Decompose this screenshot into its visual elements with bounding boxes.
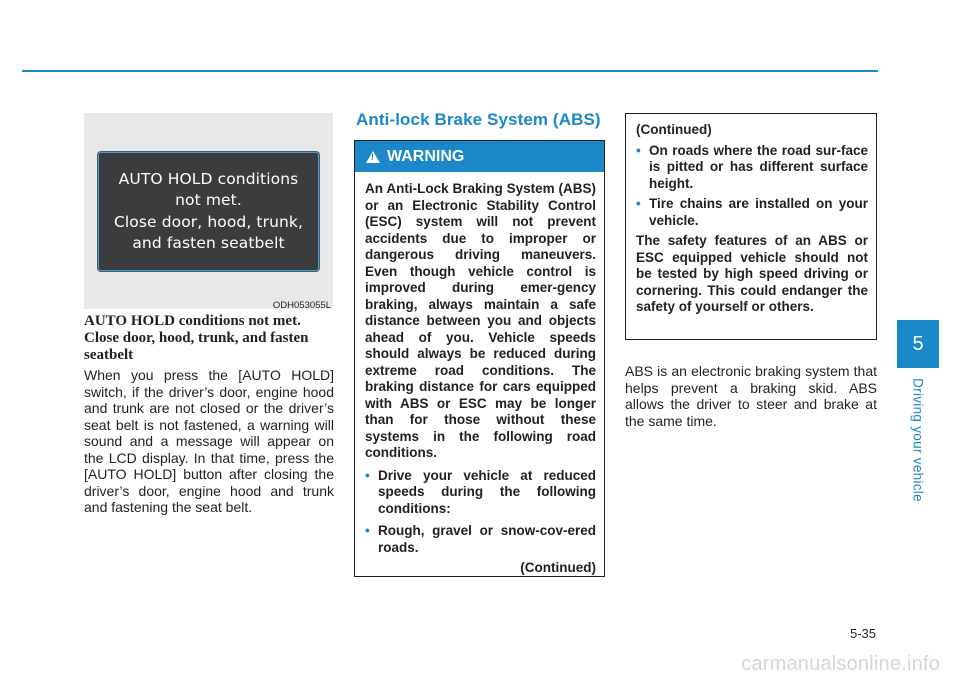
lcd-line: and fasten seatbelt: [132, 234, 285, 252]
warning-bullet: • Drive your vehicle at reduced speeds during the following conditions:: [365, 468, 596, 518]
warning-label: WARNING: [387, 147, 465, 165]
lcd-line: not met.: [175, 191, 242, 209]
auto-hold-paragraph: When you press the [AUTO HOLD] switch, if the driver’s door, engine hood and trunk are not closed or the driver’s seat belt is not fastened, a warning will sound and a message will appear on the LCD display. In that time, press the [AUTO HOLD] button after closing the driver’s door, engine hood and trunk and fastening the seat belt.: [84, 367, 334, 515]
warning-header: [355, 141, 604, 172]
page-number: 5-35: [849, 626, 876, 641]
watermark: carmanualsonline.info: [741, 653, 940, 675]
top-rule: [22, 70, 878, 72]
safety-text: The safety features of an ABS or ESC equipped vehicle should not be tested by high speed driving or cornering. This could endanger the safety of yourself or others.: [636, 233, 868, 314]
continued-label: (Continued): [636, 122, 712, 137]
warning-body: [355, 172, 604, 577]
figure-caption: AUTO HOLD conditions not met. Close door, hood, trunk, and fasten seatbelt: [84, 313, 309, 363]
figure-code: ODH053055L: [272, 300, 331, 311]
warning-bullet: • Tire chains are installed on your vehicle.: [636, 196, 868, 229]
warning-text: An Anti-Lock Braking System (ABS) or an Electronic Stability Control (ESC) system will not prevent accidents due to improper or dangerous driving maneuvers. Even though vehicle control is improved during emer-gency braking, always maintain a safe distance between you and objects ahead of you. Vehicle speeds should always be reduced during extreme road conditions. The braking distance for cars equipped with ABS or ESC may be longer than for those without these systems in the following road conditions.: [365, 181, 596, 460]
lcd-message-display: [98, 152, 319, 271]
warning-continued-body: [626, 114, 876, 316]
chapter-tab: [897, 320, 939, 368]
chapter-number: 5: [912, 332, 924, 355]
warning-bullet: • On roads where the road sur-face is pitted or has different surface height.: [636, 143, 868, 193]
lcd-line: AUTO HOLD conditions: [118, 169, 299, 188]
warning-continued-box: [625, 113, 877, 340]
continued-label: (Continued): [520, 560, 596, 575]
lcd-figure: [84, 113, 333, 309]
chapter-title: Driving your vehicle: [910, 378, 926, 502]
abs-description: ABS is an electronic braking system that helps prevent a braking skid. ABS allows the driver to steer and brake at the same time.: [625, 363, 877, 429]
warning-triangle-icon: [366, 151, 380, 163]
warning-bullet: • Rough, gravel or snow-cov-ered roads.: [365, 523, 596, 556]
section-title: Anti-lock Brake System (ABS): [356, 110, 601, 129]
lcd-line: Close door, hood, trunk,: [113, 212, 304, 231]
warning-box: [354, 140, 605, 577]
